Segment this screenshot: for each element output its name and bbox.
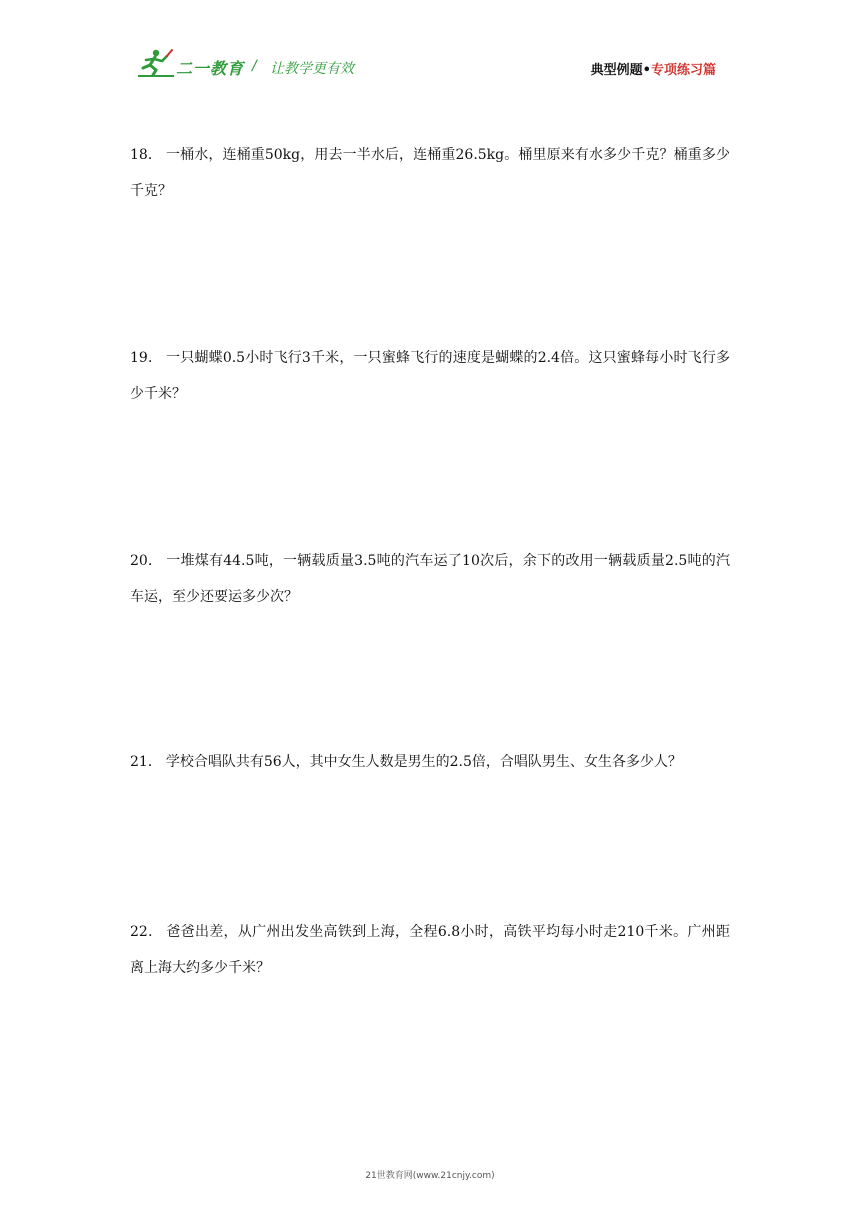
doc-type-label: 典型例题	[590, 63, 643, 78]
question-text: 学校合唱队共有56人，其中女生人数是男生的2.5倍，合唱队男生、女生各多少人？	[165, 754, 682, 770]
section-label: 专项练习篇	[650, 63, 716, 78]
question-item	[130, 744, 730, 780]
brand-slogan: 让教学更有效	[270, 61, 354, 77]
question-number: 20．	[130, 553, 163, 569]
question-item	[130, 914, 730, 986]
question-number: 19．	[130, 350, 163, 366]
page-footer: 21世教育网(www.21cnjy.com)	[365, 1171, 495, 1181]
page-header	[0, 0, 860, 90]
brand-separator: /	[252, 58, 257, 74]
running-figure-logo-icon	[134, 46, 178, 80]
title-dot: •	[642, 63, 651, 78]
question-item	[130, 543, 730, 615]
question-text: 一桶水，连桶重50kg，用去一半水后，连桶重26.5kg。桶里原来有水多少千克？桶重多少千克？	[130, 147, 730, 199]
question-item	[130, 340, 730, 412]
question-number: 18．	[130, 147, 163, 163]
question-item	[130, 137, 730, 209]
brand-name: 二一教育	[176, 59, 245, 78]
question-number: 22．	[130, 924, 163, 940]
question-number: 21．	[130, 754, 162, 770]
question-text: 一只蝴蝶0.5小时飞行3千米，一只蜜蜂飞行的速度是蝴蝶的2.4倍。这只蜜蜂每小时飞行多少千米？	[130, 350, 730, 402]
question-text: 一堆煤有44.5吨，一辆载质量3.5吨的汽车运了10次后，余下的改用一辆载质量2.5吨的汽车运，至少还要运多少次？	[130, 553, 730, 605]
question-text: 爸爸出差，从广州出发坐高铁到上海，全程6.8小时，高铁平均每小时走210千米。广州距离上海大约多少千米？	[130, 924, 730, 976]
header-section-title	[591, 59, 716, 78]
